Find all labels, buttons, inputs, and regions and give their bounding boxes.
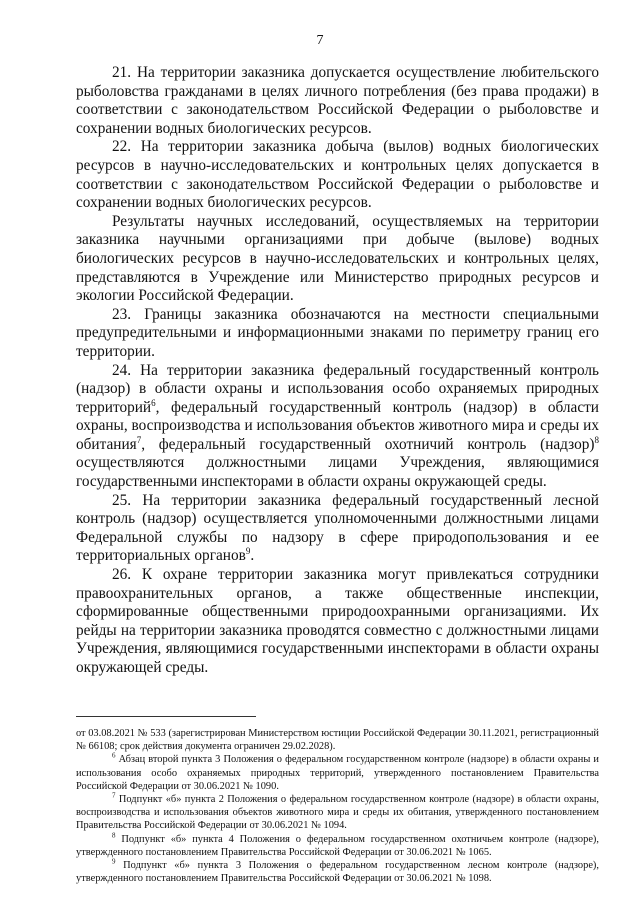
paragraph-text: Результаты научных исследований, осуществляемых на территории заказника научными организациями при добыче (вылове) водных биологических ресурсов в научно-исследовательских и контрольных целях, представляются в Учреждение или Министерство природных ресурсов и экологии Российской Федерации. xyxy=(76,212,599,305)
footnote-text: Подпункт «б» пункта 2 Положения о федеральном государственном контроле (надзоре) в области охраны, воспроизводства и использования объектов животного мира и среды их обитания, утвержденного постановлением Правительства Российской Федерации от 30.06.2021 № 1094. xyxy=(76,794,599,832)
footnote-fn9 xyxy=(76,859,599,885)
paragraph-text: 21. На территории заказника допускается осуществление любительского рыболовства гражданами в целях личного потребления (без права продажи) в соответствии с законодательством Российской Федерации о рыболовстве и сохранении водных биологических ресурсов. xyxy=(76,64,599,137)
paragraph-text: , федеральный государственный охотничий контроль (надзор) xyxy=(141,435,595,453)
paragraph-p22 xyxy=(76,138,599,212)
footnote-text: Подпункт «б» пункта 4 Положения о федеральном государственном охотничьем контроле (надзоре), утвержденного постановлением Правительства Российской Федерации от 30.06.2021 № 1065. xyxy=(76,833,599,858)
footnote-ref: 6 xyxy=(151,397,156,408)
paragraph-p21 xyxy=(76,64,599,138)
footnotes xyxy=(76,727,599,885)
paragraph-p24 xyxy=(76,362,599,492)
footnote-separator xyxy=(76,716,256,717)
footnote-fn7 xyxy=(76,793,599,833)
paragraph-text: 24. На территории заказника федеральный государственный контроль (надзор) в области охраны и использования особо охраняемых природных территорий xyxy=(76,361,599,416)
footnote-text: Абзац второй пункта 3 Положения о федеральном государственном контроле (надзоре) в области охраны и использования особо охраняемых природных территорий, утвержденного постановлением Правительства Российской Федерации от 30.06.2021 № 1090. xyxy=(76,754,599,792)
paragraph-text: осуществляются должностными лицами Учреждения, являющимися государственными инспекторами в области охраны окружающей среды. xyxy=(76,454,599,491)
paragraph-p23 xyxy=(76,306,599,362)
footnote-fn8 xyxy=(76,833,599,859)
footnote-mark: 7 xyxy=(112,791,116,800)
footnote-mark: 8 xyxy=(112,831,116,840)
paragraph-text: 23. Границы заказника обозначаются на местности специальными предупредительными и информационными знаками по периметру границ его территории. xyxy=(76,305,599,360)
paragraph-p-results xyxy=(76,213,599,306)
footnote-mark: 9 xyxy=(112,857,116,866)
footnote-mark: 6 xyxy=(112,751,116,760)
footnote-ref: 7 xyxy=(136,434,142,445)
footnote-fn6 xyxy=(76,753,599,793)
paragraph-p25 xyxy=(76,492,599,566)
paragraph-text: 22. На территории заказника добыча (вылов) водных биологических ресурсов в научно-исследовательских и контрольных целях допускается в соответствии с законодательством Российской Федерации о рыболовстве и сохранении водных биологических ресурсов. xyxy=(76,138,599,212)
footnote-ref: 8 xyxy=(594,434,599,445)
footnote-fn-cont xyxy=(76,727,599,753)
footnote-text: от 03.08.2021 № 533 (зарегистрирован Министерством юстиции Российской Федерации 30.11.2021, регистрационный № 66108; срок действия документа ограничен 29.02.2028). xyxy=(76,728,599,753)
paragraph-text: . xyxy=(250,547,255,565)
page-number: 7 xyxy=(316,33,324,48)
paragraph-text: 25. На территории заказника федеральный государственный лесной контроль (надзор) осуществляется уполномоченными должностными лицами Федеральной службы по надзору в сфере природопользования и ее территориальных органов xyxy=(76,491,599,565)
footnote-ref: 9 xyxy=(245,546,251,557)
paragraph-text: 26. К охране территории заказника могут привлекаться сотрудники правоохранительных органов, а также общественные инспекции, сформированные общественными природоохранными организациями. Их рейды на территории заказника проводятся совместно с должностными лицами Учреждения, являющимися государственными инспекторами в области охраны окружающей среды. xyxy=(76,566,599,676)
paragraph-p26 xyxy=(76,566,599,678)
footnote-text: Подпункт «б» пункта 3 Положения о федеральном государственном лесном контроле (надзоре), утвержденного постановлением Правительства Российской Федерации от 30.06.2021 № 1098. xyxy=(76,860,599,885)
paragraph-text: , федеральный государственный контроль (надзор) в области охраны, воспроизводства и использования объектов животного мира и среды их обитания xyxy=(76,398,599,453)
body-text xyxy=(76,64,599,678)
